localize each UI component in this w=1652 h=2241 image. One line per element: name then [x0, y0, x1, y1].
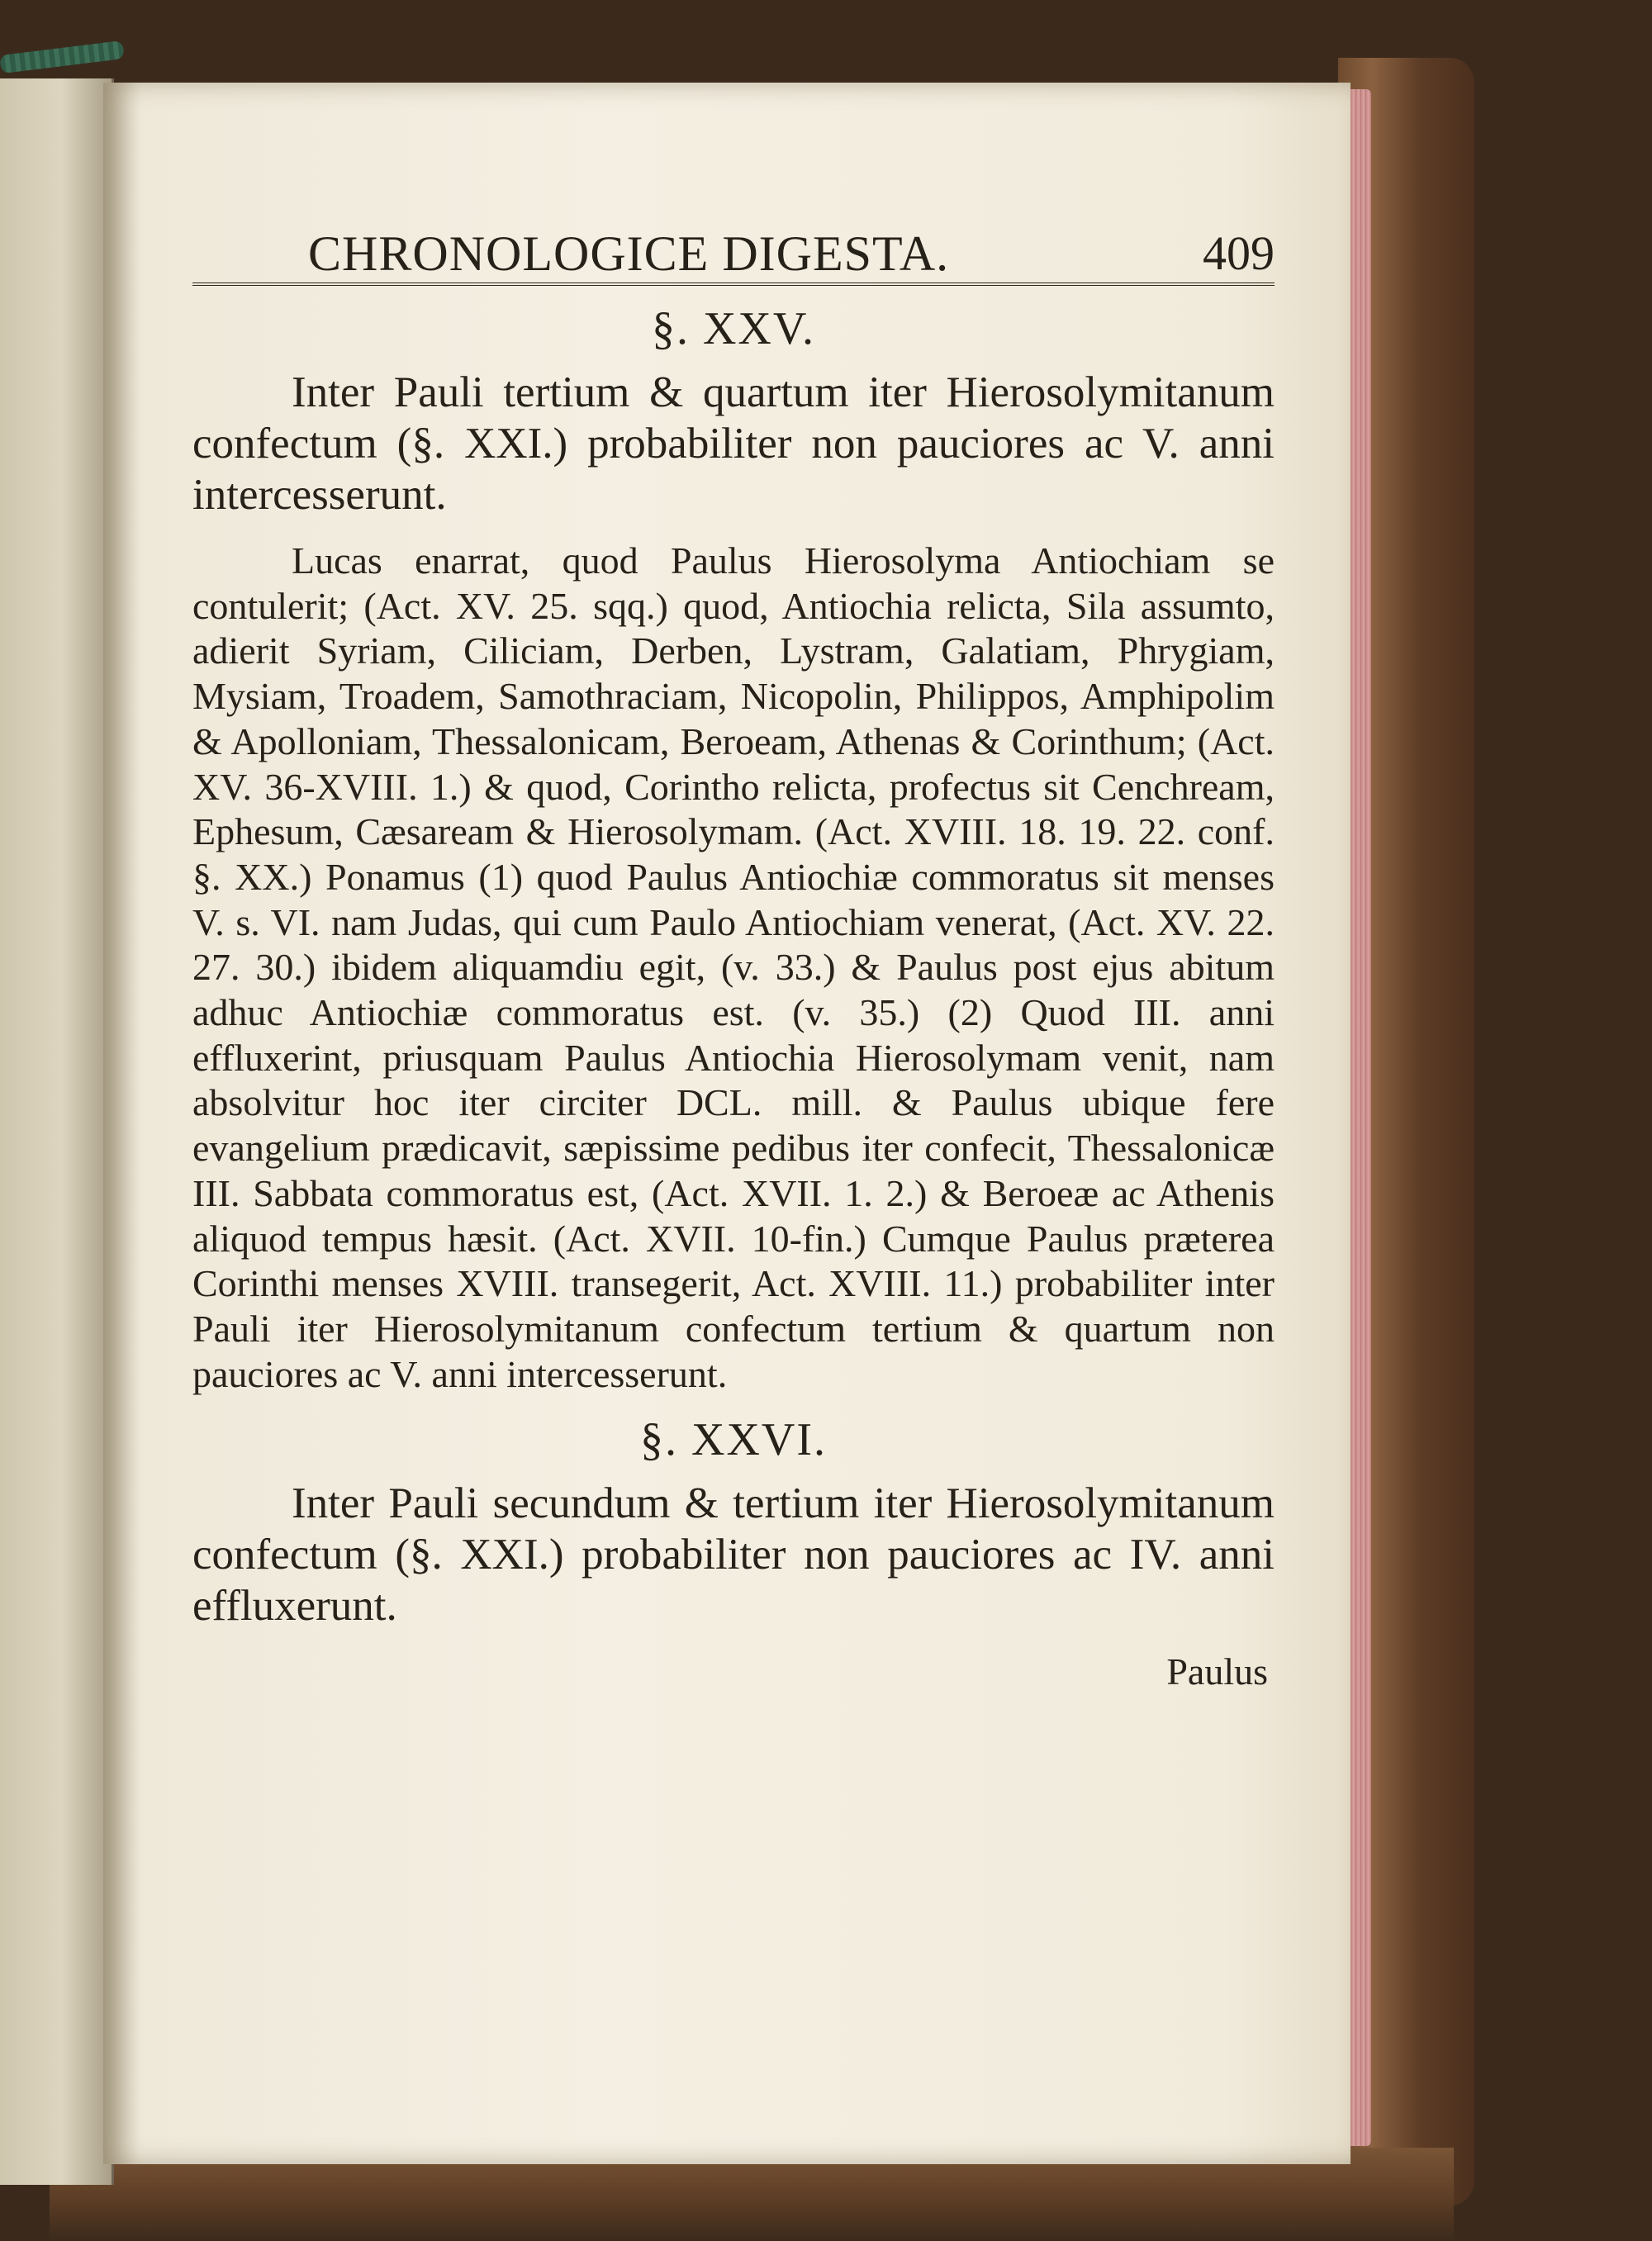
catchword: Paulus — [1166, 1650, 1268, 1693]
section-xxv-body: Lucas enarrat, quod Paulus Hierosolyma Antiochiam se contulerit; (Act. XV. 25. sqq.) quod, Antiochia relicta, Sila assumto, adierit Syriam, Ciliciam, Derben, Lystram, Galatiam, Phrygiam, Mysiam, Troadem, Samothraciam, Nicopolin, Philippos, Amphipolim & Apolloniam, Thessalonicam, Beroeam, Athenas & Corinthum; (Act. XV. 36-XVIII. 1.) & quod, Corintho relicta, profectus sit Cenchream, Ephesum, Cæsaream & Hierosolymam. (Act. XVIII. 18. 19. 22. conf. §. XX.) Ponamus (1) quod Paulus Antiochiæ commoratus sit menses V. s. VI. nam Judas, qui cum Paulo Antiochiam venerat, (Act. XV. 22. 27. 30.) ibidem aliquamdiu egit, (v. 33.) & Paulus post ejus abitum adhuc Antiochiæ commoratus est. (v. 35.) (2) Quod III. anni effluxerint, priusquam Paulus Antiochia Hierosolymam venit, nam absolvitur hoc iter circiter DCL. mill. & Paulus ubique fere evangelium prædicavit, sæpissime pedibus iter confecit, Thessalonicæ III. Sabbata commoratus est, (Act. XVII. 1. 2.) & Beroeæ ac Athenis aliquod tempus hæsit. (Act. XVII. 10-fin.) Cumque Paulus præterea Corinthi menses XVIII. transegerit, Act. XVIII. 11.) probabiliter inter Pauli iter Hierosolymitanum confectum tertium & quartum non pauciores ac V. anni intercesserunt. — [192, 539, 1275, 1395]
section-heading-xxv: §. XXV. — [651, 303, 816, 354]
running-title: CHRONOLOGICE DIGESTA. — [308, 226, 950, 281]
left-page-sliver — [0, 78, 114, 2185]
section-heading-xxvi: §. XXVI. — [640, 1414, 827, 1466]
running-head — [192, 225, 1275, 286]
section-xxvi-thesis: Inter Pauli secundum & tertium iter Hierosolymitanum confectum (§. XXI.) probabiliter non pauciores ac IV. anni effluxerunt. — [192, 1479, 1275, 1631]
page-text-block — [192, 225, 1275, 1693]
page-number: 409 — [1203, 226, 1275, 280]
section-xxv-thesis: Inter Pauli tertium & quartum iter Hierosolymitanum confectum (§. XXI.) probabiliter non pauciores ac V. anni intercesserunt. — [192, 368, 1275, 519]
book-page — [103, 83, 1351, 2164]
bookmark-ribbon — [0, 40, 125, 74]
